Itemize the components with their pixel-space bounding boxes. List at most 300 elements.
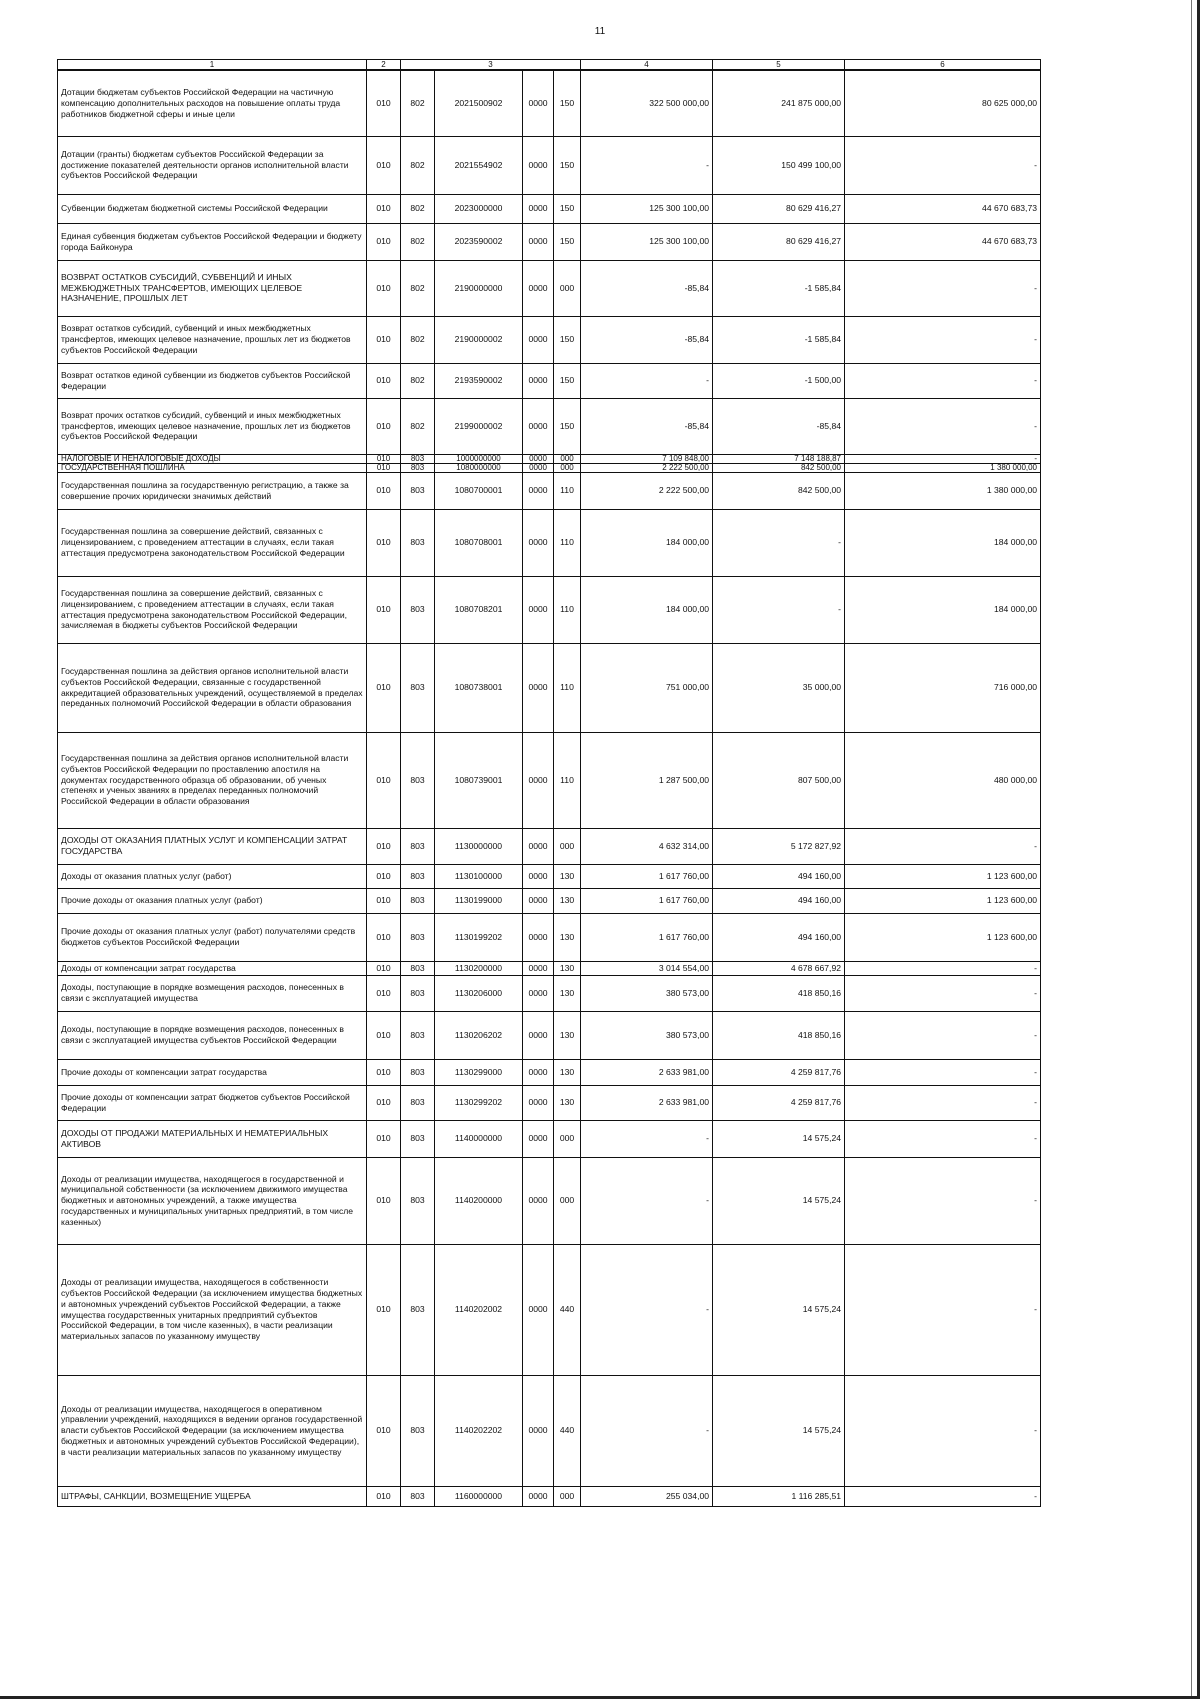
row-name: Возврат прочих остатков субсидий, субвенций и иных межбюджетных трансфертов, имеющих целевое назначение, прошлых лет из бюджетов субъектов Российской Федерации [58,398,367,454]
row-value-planned: 322 500 000,00 [581,70,713,136]
row-name: ДОХОДЫ ОТ ОКАЗАНИЯ ПЛАТНЫХ УСЛУГ И КОМПЕНСАЦИИ ЗАТРАТ ГОСУДАРСТВА [58,828,367,864]
row-value-planned: 3 014 554,00 [581,961,713,975]
row-value-planned: 255 034,00 [581,1486,713,1506]
row-code-kbk: 2023590002 [435,223,523,260]
row-value-executed: 35 000,00 [713,643,845,732]
row-name: Прочие доходы от компенсации затрат бюджетов субъектов Российской Федерации [58,1085,367,1120]
row-code-kbk: 1080738001 [435,643,523,732]
row-code-kbk: 2023000000 [435,194,523,223]
row-code-admin: 010 [367,472,401,509]
row-value-executed: -85,84 [713,398,845,454]
row-value-executed: 494 160,00 [713,864,845,888]
row-code-program: 0000 [523,316,554,363]
table-row [58,463,1041,472]
row-code-program: 0000 [523,398,554,454]
row-name: Доходы, поступающие в порядке возмещения расходов, понесенных в связи с эксплуатацией имущества субъектов Российской Федерации [58,1011,367,1059]
row-name: Субвенции бюджетам бюджетной системы Российской Федерации [58,194,367,223]
row-value-unexecuted: 184 000,00 [845,509,1041,576]
row-name: ШТРАФЫ, САНКЦИИ, ВОЗМЕЩЕНИЕ УЩЕРБА [58,1486,367,1506]
row-value-unexecuted: 1 123 600,00 [845,913,1041,961]
row-code-program: 0000 [523,828,554,864]
row-value-executed: 4 259 817,76 [713,1085,845,1120]
row-code-section: 803 [401,1059,435,1085]
header-col-1: 1 [58,60,367,71]
table-row [58,70,1041,136]
row-code-kbk: 1130206000 [435,975,523,1011]
row-code-program: 0000 [523,223,554,260]
row-value-unexecuted: 184 000,00 [845,576,1041,643]
row-value-executed: 1 116 285,51 [713,1486,845,1506]
row-code-admin: 010 [367,1059,401,1085]
row-code-section: 802 [401,194,435,223]
row-value-executed: 14 575,24 [713,1375,845,1486]
row-code-kosgu: 110 [554,732,581,828]
row-code-section: 803 [401,864,435,888]
row-name: Единая субвенция бюджетам субъектов Российской Федерации и бюджету города Байконура [58,223,367,260]
row-value-planned: - [581,1157,713,1244]
row-value-unexecuted: - [845,1011,1041,1059]
row-value-planned: - [581,1244,713,1375]
row-code-program: 0000 [523,70,554,136]
row-name: Прочие доходы от оказания платных услуг (работ) получателями средств бюджетов субъектов Российской Федерации [58,913,367,961]
row-name: Доходы, поступающие в порядке возмещения расходов, понесенных в связи с эксплуатацией имущества [58,975,367,1011]
row-value-planned: 1 287 500,00 [581,732,713,828]
row-value-executed: 14 575,24 [713,1244,845,1375]
row-code-kosgu: 000 [554,463,581,472]
row-value-executed: 494 160,00 [713,888,845,913]
row-value-executed: 7 148 188,87 [713,454,845,463]
table-row [58,194,1041,223]
row-code-section: 803 [401,472,435,509]
row-value-planned: 7 109 848,00 [581,454,713,463]
row-code-section: 803 [401,1375,435,1486]
row-code-kosgu: 110 [554,643,581,732]
row-code-section: 803 [401,1157,435,1244]
row-value-unexecuted: - [845,398,1041,454]
table-row [58,828,1041,864]
row-value-unexecuted: 1 123 600,00 [845,888,1041,913]
row-code-kosgu: 150 [554,223,581,260]
row-code-admin: 010 [367,913,401,961]
row-name: Доходы от реализации имущества, находящегося в собственности субъектов Российской Федерации (за исключением имущества бюджетных и автономных учреждений субъектов Российской Федерации, а также имущества государственных унитарных предприятий субъектов Российской Федерации, в том числе казенных), в части реализации материальных запасов по указанному имуществу [58,1244,367,1375]
row-code-kosgu: 130 [554,975,581,1011]
row-code-section: 802 [401,70,435,136]
row-code-program: 0000 [523,732,554,828]
row-code-program: 0000 [523,509,554,576]
row-value-unexecuted: - [845,363,1041,398]
table-row [58,1120,1041,1157]
row-code-program: 0000 [523,472,554,509]
row-code-admin: 010 [367,643,401,732]
row-value-unexecuted: - [845,136,1041,194]
table-row [58,732,1041,828]
row-code-admin: 010 [367,961,401,975]
row-value-planned: 751 000,00 [581,643,713,732]
row-code-admin: 010 [367,463,401,472]
row-value-planned: 125 300 100,00 [581,223,713,260]
row-code-kbk: 1130199000 [435,888,523,913]
row-value-executed: 80 629 416,27 [713,223,845,260]
table-row [58,1244,1041,1375]
row-name: Государственная пошлина за совершение действий, связанных с лицензированием, с проведением аттестации в случаях, если такая аттестация предусмотрена законодательством Российской Федерации [58,509,367,576]
row-name: Государственная пошлина за действия органов исполнительной власти субъектов Российской Федерации, связанные с государственной аккредитацией образовательных учреждений, осуществляемой в пределах переданных полномочий Российской Федерации в области образования [58,643,367,732]
row-code-program: 0000 [523,1059,554,1085]
row-value-executed: -1 585,84 [713,260,845,316]
table-row [58,136,1041,194]
row-code-admin: 010 [367,316,401,363]
row-name: Государственная пошлина за совершение действий, связанных с лицензированием, с проведением аттестации в случаях, если такая аттестация предусмотрена законодательством Российской Федерации, зачисляемая в бюджеты субъектов Российской Федерации [58,576,367,643]
row-value-unexecuted: - [845,454,1041,463]
page-number: 11 [594,26,606,37]
row-code-program: 0000 [523,1486,554,1506]
row-value-executed: 80 629 416,27 [713,194,845,223]
row-code-program: 0000 [523,136,554,194]
row-code-section: 803 [401,576,435,643]
row-code-kosgu: 000 [554,828,581,864]
row-code-kbk: 1140200000 [435,1157,523,1244]
row-name: Возврат остатков субсидий, субвенций и иных межбюджетных трансфертов, имеющих целевое назначение, прошлых лет из бюджетов субъектов Российской Федерации [58,316,367,363]
row-code-program: 0000 [523,463,554,472]
row-code-admin: 010 [367,732,401,828]
row-name: Доходы от компенсации затрат государства [58,961,367,975]
row-code-section: 803 [401,454,435,463]
row-code-kosgu: 000 [554,454,581,463]
row-value-planned: 125 300 100,00 [581,194,713,223]
row-value-unexecuted: - [845,828,1041,864]
table-row [58,1059,1041,1085]
row-code-admin: 010 [367,1120,401,1157]
row-code-section: 803 [401,1244,435,1375]
row-code-section: 802 [401,136,435,194]
row-code-section: 803 [401,1085,435,1120]
row-value-planned: - [581,363,713,398]
row-code-program: 0000 [523,1120,554,1157]
row-code-program: 0000 [523,1157,554,1244]
table-row [58,961,1041,975]
row-code-kbk: 1080700001 [435,472,523,509]
row-value-unexecuted: - [845,1120,1041,1157]
row-value-executed: 842 500,00 [713,463,845,472]
row-value-planned: 2 633 981,00 [581,1085,713,1120]
row-value-planned: - [581,1120,713,1157]
row-code-section: 803 [401,961,435,975]
row-name: Государственная пошлина за государственную регистрацию, а также за совершение прочих юридически значимых действий [58,472,367,509]
row-code-kosgu: 130 [554,1011,581,1059]
row-name: ВОЗВРАТ ОСТАТКОВ СУБСИДИЙ, СУБВЕНЦИЙ И ИНЫХ МЕЖБЮДЖЕТНЫХ ТРАНСФЕРТОВ, ИМЕЮЩИХ ЦЕЛЕВОЕ НАЗНАЧЕНИЕ, ПРОШЛЫХ ЛЕТ [58,260,367,316]
row-value-executed: 418 850,16 [713,975,845,1011]
row-code-admin: 010 [367,136,401,194]
row-code-program: 0000 [523,260,554,316]
row-value-planned: 1 617 760,00 [581,913,713,961]
row-code-kosgu: 000 [554,260,581,316]
row-name: Государственная пошлина за действия органов исполнительной власти субъектов Российской Федерации по проставлению апостиля на документах государственного образца об образовании, об ученых степенях и ученых званиях в пределах переданных полномочий Российской Федерации в области образования [58,732,367,828]
row-value-unexecuted: 1 380 000,00 [845,472,1041,509]
row-value-unexecuted: - [845,1375,1041,1486]
row-code-section: 802 [401,223,435,260]
table-row [58,454,1041,463]
row-value-planned: -85,84 [581,260,713,316]
row-code-kbk: 2199000002 [435,398,523,454]
row-code-kbk: 1130000000 [435,828,523,864]
row-code-admin: 010 [367,260,401,316]
table-row [58,1486,1041,1506]
row-name: Доходы от реализации имущества, находящегося в оперативном управлении учреждений, находящихся в ведении органов государственной власти субъектов Российской Федерации (за исключением имущества бюджетных и автономных учреждений субъектов Российской Федерации), в части реализации материальных запасов по указанному имуществу [58,1375,367,1486]
row-code-section: 802 [401,398,435,454]
row-code-admin: 010 [367,398,401,454]
row-name: ДОХОДЫ ОТ ПРОДАЖИ МАТЕРИАЛЬНЫХ И НЕМАТЕРИАЛЬНЫХ АКТИВОВ [58,1120,367,1157]
row-code-kosgu: 440 [554,1244,581,1375]
table-row [58,260,1041,316]
header-col-4: 4 [581,60,713,71]
row-value-unexecuted: - [845,260,1041,316]
table-row [58,509,1041,576]
row-code-kbk: 2190000002 [435,316,523,363]
row-code-kosgu: 110 [554,509,581,576]
row-value-unexecuted: - [845,961,1041,975]
row-value-executed: 14 575,24 [713,1157,845,1244]
row-value-unexecuted: - [845,1486,1041,1506]
row-code-admin: 010 [367,1085,401,1120]
row-value-unexecuted: 1 123 600,00 [845,864,1041,888]
row-code-section: 803 [401,643,435,732]
row-name: Прочие доходы от оказания платных услуг (работ) [58,888,367,913]
row-code-admin: 010 [367,1375,401,1486]
row-code-kbk: 2021554902 [435,136,523,194]
row-name: ГОСУДАРСТВЕННАЯ ПОШЛИНА [58,463,367,472]
row-value-unexecuted: - [845,1059,1041,1085]
row-value-planned: - [581,1375,713,1486]
row-code-section: 803 [401,1486,435,1506]
table-row [58,223,1041,260]
row-value-executed: - [713,509,845,576]
row-code-kbk: 1080000000 [435,463,523,472]
row-code-admin: 010 [367,509,401,576]
row-code-admin: 010 [367,70,401,136]
row-value-unexecuted: 716 000,00 [845,643,1041,732]
row-code-admin: 010 [367,1011,401,1059]
header-col-6: 6 [845,60,1041,71]
row-value-executed: 4 678 667,92 [713,961,845,975]
row-code-kosgu: 130 [554,888,581,913]
row-value-executed: 842 500,00 [713,472,845,509]
table-row [58,1375,1041,1486]
row-code-program: 0000 [523,454,554,463]
header-col-3: 3 [401,60,581,71]
row-code-admin: 010 [367,1486,401,1506]
row-code-program: 0000 [523,864,554,888]
row-value-planned: 380 573,00 [581,975,713,1011]
row-code-program: 0000 [523,576,554,643]
table-row [58,643,1041,732]
table-row [58,864,1041,888]
row-code-program: 0000 [523,643,554,732]
row-value-executed: 5 172 827,92 [713,828,845,864]
row-code-section: 803 [401,1011,435,1059]
row-code-program: 0000 [523,1011,554,1059]
row-value-unexecuted: 480 000,00 [845,732,1041,828]
table-body [58,70,1041,1506]
row-name: Дотации бюджетам субъектов Российской Федерации на частичную компенсацию дополнительных расходов на повышение оплаты труда работников бюджетной сферы и иные цели [58,70,367,136]
table-row [58,888,1041,913]
table-row [58,975,1041,1011]
row-code-program: 0000 [523,1375,554,1486]
row-value-executed: - [713,576,845,643]
row-code-admin: 010 [367,363,401,398]
row-code-section: 802 [401,363,435,398]
row-value-planned: 184 000,00 [581,509,713,576]
row-code-kbk: 1000000000 [435,454,523,463]
row-name: НАЛОГОВЫЕ И НЕНАЛОГОВЫЕ ДОХОДЫ [58,454,367,463]
header-col-2: 2 [367,60,401,71]
row-value-executed: -1 500,00 [713,363,845,398]
row-value-unexecuted: 44 670 683,73 [845,194,1041,223]
row-value-executed: 4 259 817,76 [713,1059,845,1085]
table-row [58,363,1041,398]
row-code-kbk: 1130199202 [435,913,523,961]
revenue-table [57,59,1041,1507]
row-value-planned: 2 222 500,00 [581,472,713,509]
header-col-5: 5 [713,60,845,71]
row-code-program: 0000 [523,975,554,1011]
table-row [58,1085,1041,1120]
row-code-admin: 010 [367,828,401,864]
row-value-executed: 241 875 000,00 [713,70,845,136]
row-code-program: 0000 [523,1244,554,1375]
table-row [58,576,1041,643]
row-value-executed: -1 585,84 [713,316,845,363]
table-row [58,1011,1041,1059]
row-code-section: 803 [401,913,435,961]
row-code-section: 803 [401,463,435,472]
row-value-executed: 418 850,16 [713,1011,845,1059]
row-value-unexecuted: - [845,1085,1041,1120]
row-code-kosgu: 000 [554,1486,581,1506]
row-name: Возврат остатков единой субвенции из бюджетов субъектов Российской Федерации [58,363,367,398]
row-code-program: 0000 [523,363,554,398]
table-row [58,316,1041,363]
row-code-admin: 010 [367,454,401,463]
row-code-section: 802 [401,316,435,363]
row-value-unexecuted: - [845,975,1041,1011]
row-value-planned: 184 000,00 [581,576,713,643]
row-code-kbk: 1080739001 [435,732,523,828]
row-value-unexecuted: - [845,1244,1041,1375]
row-value-planned: 1 617 760,00 [581,864,713,888]
row-value-planned: - [581,136,713,194]
table-row [58,398,1041,454]
row-code-kbk: 2193590002 [435,363,523,398]
row-code-admin: 010 [367,864,401,888]
row-code-kbk: 1130299000 [435,1059,523,1085]
row-value-unexecuted: - [845,316,1041,363]
row-code-admin: 010 [367,888,401,913]
row-code-kbk: 1160000000 [435,1486,523,1506]
row-code-section: 803 [401,732,435,828]
row-value-planned: 380 573,00 [581,1011,713,1059]
row-value-executed: 150 499 100,00 [713,136,845,194]
row-code-kbk: 1080708201 [435,576,523,643]
row-name: Доходы от оказания платных услуг (работ) [58,864,367,888]
row-code-section: 803 [401,888,435,913]
table-row [58,472,1041,509]
row-code-program: 0000 [523,194,554,223]
row-code-admin: 010 [367,223,401,260]
row-code-kbk: 2190000000 [435,260,523,316]
row-value-planned: -85,84 [581,398,713,454]
row-value-planned: 2 633 981,00 [581,1059,713,1085]
row-value-unexecuted: 1 380 000,00 [845,463,1041,472]
row-code-program: 0000 [523,913,554,961]
row-code-program: 0000 [523,961,554,975]
row-code-kbk: 1140202002 [435,1244,523,1375]
row-code-kosgu: 150 [554,70,581,136]
row-value-unexecuted: - [845,1157,1041,1244]
row-code-section: 803 [401,828,435,864]
row-code-kosgu: 150 [554,194,581,223]
row-code-kbk: 2021500902 [435,70,523,136]
row-code-admin: 010 [367,1244,401,1375]
row-code-kosgu: 150 [554,363,581,398]
row-value-planned: 1 617 760,00 [581,888,713,913]
row-code-admin: 010 [367,576,401,643]
row-code-kbk: 1130100000 [435,864,523,888]
row-code-admin: 010 [367,1157,401,1244]
row-value-planned: 4 632 314,00 [581,828,713,864]
row-code-kbk: 1130299202 [435,1085,523,1120]
row-name: Доходы от реализации имущества, находящегося в государственной и муниципальной собственности (за исключением движимого имущества бюджетных и автономных учреждений, а также имущества государственных и муниципальных унитарных предприятий, в том числе казенных) [58,1157,367,1244]
row-code-admin: 010 [367,194,401,223]
row-code-kosgu: 150 [554,316,581,363]
row-code-admin: 010 [367,975,401,1011]
row-code-section: 803 [401,975,435,1011]
row-code-section: 803 [401,509,435,576]
row-code-program: 0000 [523,1085,554,1120]
row-code-kosgu: 130 [554,1085,581,1120]
table-row [58,1157,1041,1244]
row-code-kosgu: 110 [554,472,581,509]
scan-edge-line [1191,0,1192,1699]
row-code-kosgu: 150 [554,136,581,194]
row-value-unexecuted: 44 670 683,73 [845,223,1041,260]
row-code-section: 803 [401,1120,435,1157]
row-value-planned: -85,84 [581,316,713,363]
row-code-kosgu: 150 [554,398,581,454]
row-name: Дотации (гранты) бюджетам субъектов Российской Федерации за достижение показателей деятельности органов исполнительной власти субъектов Российской Федерации [58,136,367,194]
row-code-kosgu: 000 [554,1157,581,1244]
table-header [58,60,1041,71]
row-code-kosgu: 130 [554,913,581,961]
row-code-kbk: 1080708001 [435,509,523,576]
row-code-kosgu: 440 [554,1375,581,1486]
row-code-kosgu: 110 [554,576,581,643]
row-value-unexecuted: 80 625 000,00 [845,70,1041,136]
row-code-kbk: 1140000000 [435,1120,523,1157]
row-value-executed: 494 160,00 [713,913,845,961]
table-row [58,913,1041,961]
row-code-kbk: 1140202202 [435,1375,523,1486]
row-code-kbk: 1130206202 [435,1011,523,1059]
row-value-planned: 2 222 500,00 [581,463,713,472]
row-code-kosgu: 000 [554,1120,581,1157]
row-code-kosgu: 130 [554,864,581,888]
row-value-executed: 14 575,24 [713,1120,845,1157]
row-code-section: 802 [401,260,435,316]
row-name: Прочие доходы от компенсации затрат государства [58,1059,367,1085]
row-code-kbk: 1130200000 [435,961,523,975]
row-code-kosgu: 130 [554,1059,581,1085]
row-code-kosgu: 130 [554,961,581,975]
row-code-program: 0000 [523,888,554,913]
